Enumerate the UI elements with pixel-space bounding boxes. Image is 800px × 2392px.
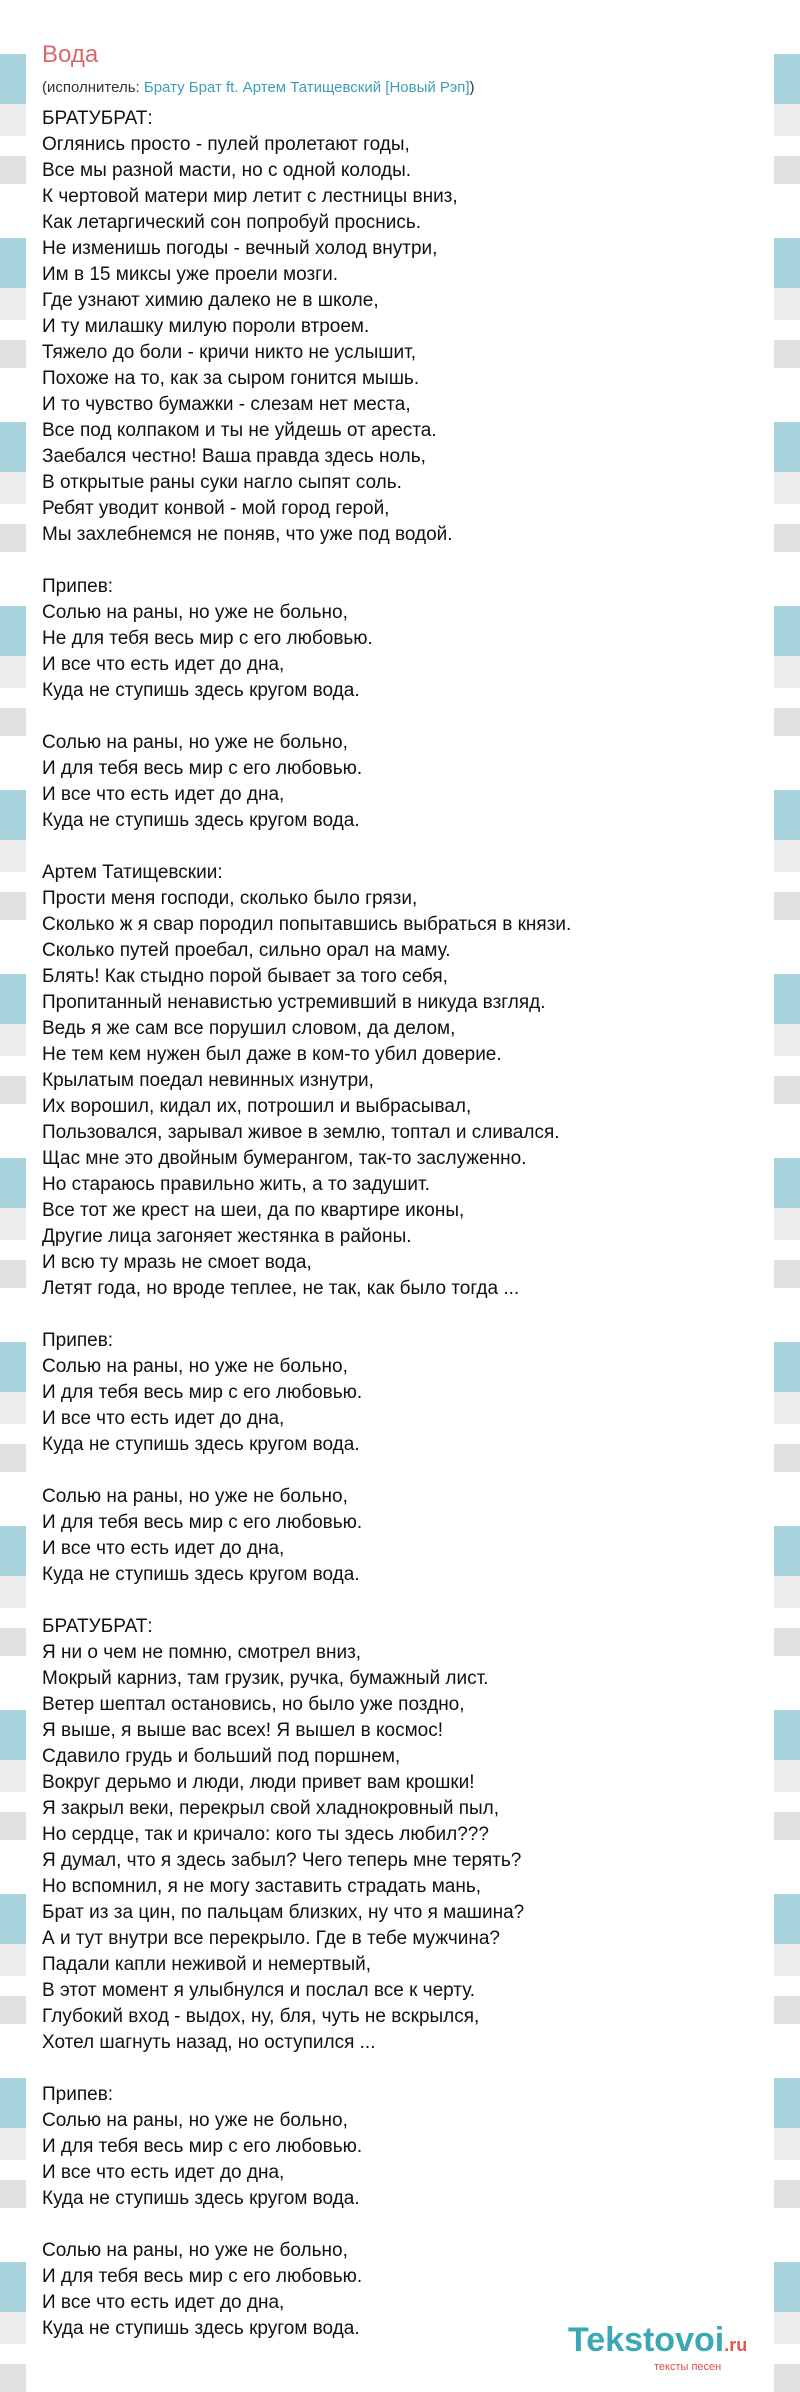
logo-wordmark xyxy=(568,2320,778,2365)
lyric-line: В этот момент я улыбнулся и послал все к черту. xyxy=(42,1980,476,2001)
lyric-line: Солью на раны, но уже не больно, xyxy=(42,2110,348,2131)
lyric-line: И то чувство бумажки - слезам нет места, xyxy=(42,394,411,415)
lyric-line: И все что есть идет до дна, xyxy=(42,784,285,805)
lyric-line: Но сердце, так и кричало: кого ты здесь любил??? xyxy=(42,1824,489,1845)
lyric-line: Ребят уводит конвой - мой город герой, xyxy=(42,498,390,519)
lyric-line: Им в 15 миксы уже проели мозги. xyxy=(42,264,338,285)
lyric-line: Куда не ступишь здесь кругом вода. xyxy=(42,2318,360,2339)
lyric-line: Пользовался, зарывал живое в землю, топтал и сливался. xyxy=(42,1122,560,1143)
lyric-line: БРАТУБРАТ: xyxy=(42,1616,153,1637)
lyric-line: Их ворошил, кидал их, потрошил и выбрасывал, xyxy=(42,1096,472,1117)
song-title: Вода xyxy=(42,41,99,68)
lyric-line: Блять! Как стыдно порой бывает за того себя, xyxy=(42,966,448,987)
lyric-line: Артем Татищевскии: xyxy=(42,862,223,883)
lyric-line: Куда не ступишь здесь кругом вода. xyxy=(42,680,360,701)
lyric-line: Куда не ступишь здесь кругом вода. xyxy=(42,1434,360,1455)
lyric-line: Солью на раны, но уже не больно, xyxy=(42,732,348,753)
lyric-line: Оглянись просто - пулей пролетают годы, xyxy=(42,134,410,155)
lyric-line: Я выше, я выше вас всех! Я вышел в космос! xyxy=(42,1720,444,1741)
logo-tagline: тексты песен xyxy=(654,2361,722,2373)
lyric-line: Где узнают химию далеко не в школе, xyxy=(42,290,379,311)
lyric-line: Брат из за цин, по пальцам близких, ну что я машина? xyxy=(42,1902,525,1923)
lyric-line: Крылатым поедал невинных изнутри, xyxy=(42,1070,374,1091)
lyric-line: Мокрый карниз, там грузик, ручка, бумажный лист. xyxy=(42,1668,489,1689)
lyric-line: Глубокий вход - выдох, ну, бля, чуть не вскрылся, xyxy=(42,2006,480,2027)
stanza-gap xyxy=(42,548,758,574)
lyric-line: Припев: xyxy=(42,576,114,597)
lyric-line: Солью на раны, но уже не больно, xyxy=(42,1486,348,1507)
lyric-line: К чертовой матери мир летит с лестницы вниз, xyxy=(42,186,458,207)
performer-prefix: (исполнитель: xyxy=(42,79,144,96)
lyric-line: И все что есть идет до дна, xyxy=(42,2292,285,2313)
lyric-line: Ведь я же сам все порушил словом, да делом, xyxy=(42,1018,456,1039)
lyric-line: Щас мне это двойным бумерангом, так-то заслуженно. xyxy=(42,1148,527,1169)
lyric-line: Прости меня господи, сколько было грязи, xyxy=(42,888,418,909)
lyric-line: Сдавило грудь и больший под поршнем, xyxy=(42,1746,401,1767)
lyric-line: Все мы разной масти, но с одной колоды. xyxy=(42,160,412,181)
lyric-line: Пропитанный ненавистью устремивший в никуда взгляд. xyxy=(42,992,546,1013)
lyric-line: И ту милашку милую пороли втроем. xyxy=(42,316,370,337)
lyric-line: Все тот же крест на шеи, да по квартире иконы, xyxy=(42,1200,465,1221)
logo-name: Tekstovoi xyxy=(568,2321,725,2359)
lyric-line: Сколько ж я свар породил попытавшись выбраться в князи. xyxy=(42,914,572,935)
stanza-gap xyxy=(42,2056,758,2082)
lyric-line: Припев: xyxy=(42,1330,114,1351)
logo-tld: .ru xyxy=(724,2335,748,2355)
lyric-line: Солью на раны, но уже не больно, xyxy=(42,2240,348,2261)
stanza-gap xyxy=(42,834,758,860)
lyric-line: Тяжело до боли - кричи никто не услышит, xyxy=(42,342,417,363)
performer-line xyxy=(42,78,758,98)
lyric-line: Солью на раны, но уже не больно, xyxy=(42,1356,348,1377)
lyric-line: Солью на раны, но уже не больно, xyxy=(42,602,348,623)
lyric-line: И все что есть идет до дна, xyxy=(42,2162,285,2183)
lyric-line: И для тебя весь мир с его любовью. xyxy=(42,1382,363,1403)
lyric-line: Куда не ступишь здесь кругом вода. xyxy=(42,1564,360,1585)
lyric-line: Заебался честно! Ваша правда здесь ноль, xyxy=(42,446,426,467)
lyrics-card xyxy=(26,26,774,2392)
stanza-gap xyxy=(42,704,758,730)
lyric-line: И для тебя весь мир с его любовью. xyxy=(42,2266,363,2287)
lyrics-text xyxy=(42,106,758,2342)
lyric-line: Похоже на то, как за сыром гонится мышь. xyxy=(42,368,420,389)
lyric-line: И все что есть идет до дна, xyxy=(42,1408,285,1429)
lyric-line: БРАТУБРАТ: xyxy=(42,108,153,129)
lyric-line: Куда не ступишь здесь кругом вода. xyxy=(42,2188,360,2209)
lyric-line: И для тебя весь мир с его любовью. xyxy=(42,758,363,779)
stanza-gap xyxy=(42,1588,758,1614)
lyric-line: Хотел шагнуть назад, но оступился ... xyxy=(42,2032,376,2053)
lyric-line: И для тебя весь мир с его любовью. xyxy=(42,1512,363,1533)
stanza-gap xyxy=(42,1458,758,1484)
lyric-line: Я ни о чем не помню, смотрел вниз, xyxy=(42,1642,362,1663)
lyric-line: Но стараюсь правильно жить, а то задушит. xyxy=(42,1174,430,1195)
lyric-line: И для тебя весь мир с его любовью. xyxy=(42,2136,363,2157)
performer-link[interactable]: Брату Брат ft. Артем Татищевский [Новый Рэп] xyxy=(143,79,470,96)
lyric-line: И всю ту мразь не смоет вода, xyxy=(42,1252,312,1273)
lyric-line: Другие лица загоняет жестянка в районы. xyxy=(42,1226,412,1247)
performer-suffix: ) xyxy=(469,79,475,96)
lyric-line: Но вспомнил, я не могу заставить страдать мань, xyxy=(42,1876,482,1897)
lyric-line: И все что есть идет до дна, xyxy=(42,1538,285,1559)
lyric-line: Падали капли неживой и немертвый, xyxy=(42,1954,372,1975)
lyric-line: Сколько путей проебал, сильно орал на маму. xyxy=(42,940,451,961)
lyric-line: Летят года, но вроде теплее, не так, как было тогда ... xyxy=(42,1278,520,1299)
lyric-line: В открытые раны суки нагло сыпят соль. xyxy=(42,472,402,493)
lyric-line: А и тут внутри все перекрыло. Где в тебе мужчина? xyxy=(42,1928,500,1949)
lyric-line: Я закрыл веки, перекрыл свой хладнокровный пыл, xyxy=(42,1798,500,1819)
lyric-line: Мы захлебнемся не поняв, что уже под водой. xyxy=(42,524,453,545)
lyric-line: Не тем кем нужен был даже в ком-то убил доверие. xyxy=(42,1044,502,1065)
lyric-line: Не для тебя весь мир с его любовью. xyxy=(42,628,373,649)
lyric-line: Куда не ступишь здесь кругом вода. xyxy=(42,810,360,831)
lyric-line: Все под колпаком и ты не уйдешь от ареста. xyxy=(42,420,437,441)
lyric-line: Я думал, что я здесь забыл? Чего теперь мне терять? xyxy=(42,1850,522,1871)
lyric-line: Припев: xyxy=(42,2084,114,2105)
lyric-line: Ветер шептал остановись, но было уже поздно, xyxy=(42,1694,465,1715)
lyric-line: Не изменишь погоды - вечный холод внутри, xyxy=(42,238,438,259)
tekstovoi-logo[interactable] xyxy=(568,2320,778,2384)
stanza-gap xyxy=(42,2212,758,2238)
lyric-line: Как летаргический сон попробуй проснись. xyxy=(42,212,422,233)
lyric-line: И все что есть идет до дна, xyxy=(42,654,285,675)
stanza-gap xyxy=(42,1302,758,1328)
lyric-line: Вокруг дерьмо и люди, люди привет вам крошки! xyxy=(42,1772,475,1793)
